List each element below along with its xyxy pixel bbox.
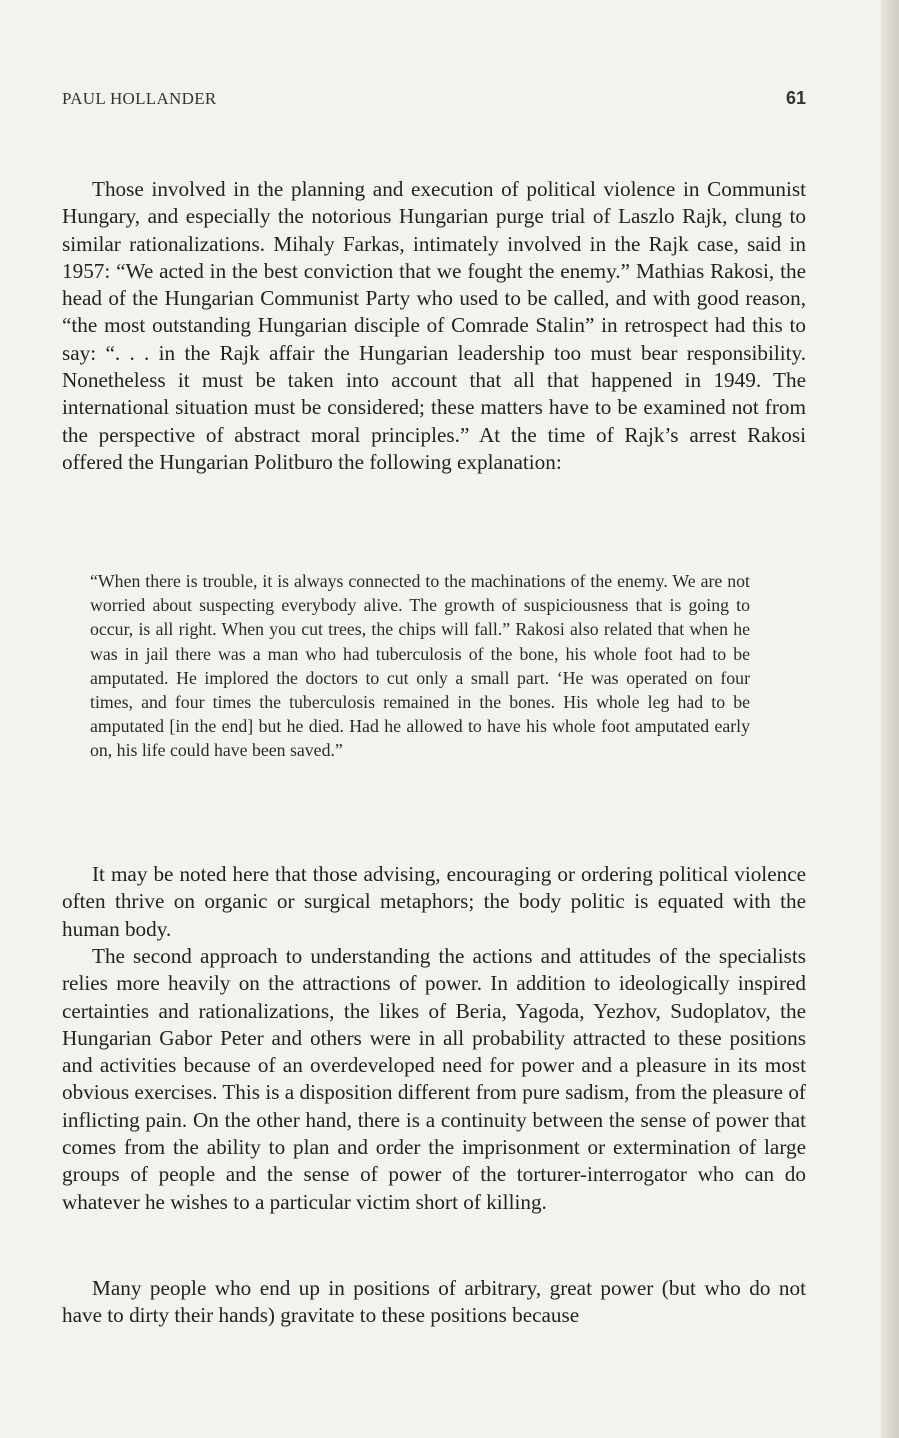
page-edge (881, 0, 899, 1438)
body-paragraph: It may be noted here that those advising, encouraging or ordering political violence often thrive on organic or surgical metaphors; the body politic is equated with the human body. (62, 862, 806, 941)
body-paragraph: Those involved in the planning and execution of political violence in Communist Hungary, and especially the notorious Hungarian purge trial of Laszlo Rajk, clung to similar rationalizations. Mihaly Farkas, intimately involved in the Rajk case, said in 1957: “We acted in the best conviction that we fought the enemy.” Mathias Rakosi, the head of the Hungarian Communist Party who used to be called, and with good reason, “the most outstanding Hungarian disciple of Comrade Stalin” in retrospect had this to say: “. . . in the Rajk affair the Hungarian leadership too must bear responsibility. Nonetheless it must be taken into account that all that happened in 1949. The international situation must be considered; these matters have to be examined not from the perspective of abstract moral principles.” At the time of Rajk’s arrest Rakosi offered the Hungarian Politburo the following explanation: (62, 177, 806, 474)
page-number: 61 (785, 88, 806, 108)
body-paragraph: Many people who end up in positions of arbitrary, great power (but who do not have to dirty their hands) gravitate to these positions because (62, 1276, 806, 1328)
body-paragraph: The second approach to understanding the actions and attitudes of the specialists relies more heavily on the attractions of power. In addition to ideologically inspired certainties and rationalizations, the likes of Beria, Yagoda, Yezhov, Sudoplatov, the Hungarian Gabor Peter and others were in all probability attracted to these positions and activities because of an overdeveloped need for power and a pleasure in its most obvious exercises. This is a disposition different from pure sadism, from the pleasure of inflicting pain. On the other hand, there is a continuity between the sense of power that comes from the ability to plan and order the imprisonment or extermination of large groups of people and the sense of power of the torturer-interrogator who can do whatever he wishes to a particular victim short of killing. (62, 944, 806, 1214)
page-header (62, 88, 806, 109)
block-quote: “When there is trouble, it is always connected to the machinations of the enemy. We are not worried about suspecting everybody alive. The growth of suspiciousness that is going to occur, is all right. When you cut trees, the chips will fall.” Rakosi also related that when he was in jail there was a man who had tuberculosis of the bone, his whole foot had to be amputated. He implored the doctors to cut only a small part. ‘He was operated on four times, and four times the tuberculosis remained in the bones. His whole leg had to be amputated [in the end] but he died. Had he allowed to have his whole foot amputated early on, his life could have been saved.” (90, 571, 750, 761)
running-head-author: PAUL HOLLANDER (62, 89, 217, 108)
